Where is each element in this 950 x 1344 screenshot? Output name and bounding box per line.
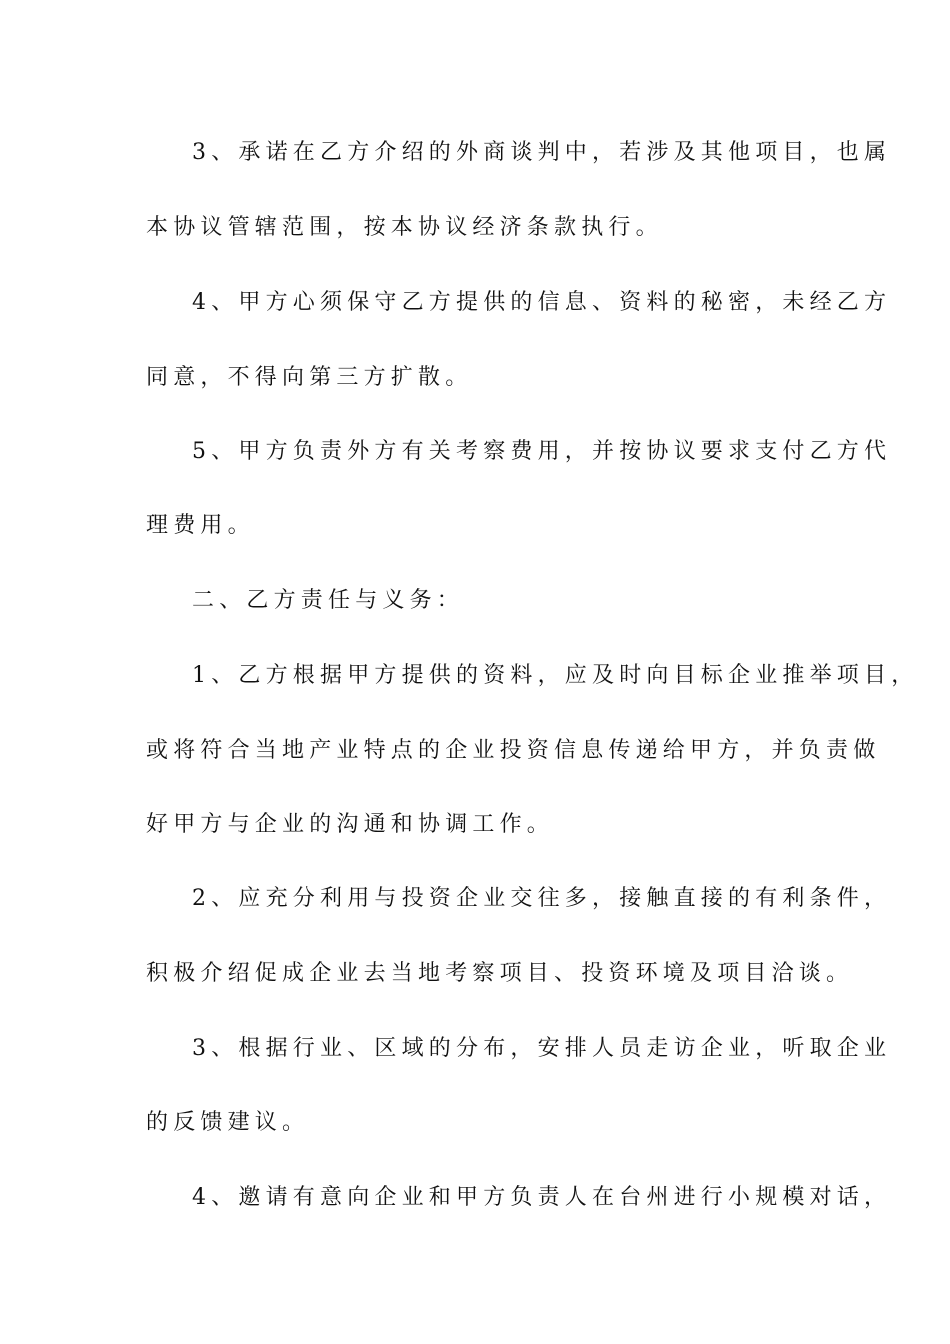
paragraph-line: 或将符合当地产业特点的企业投资信息传递给甲方，并负责做 (146, 738, 881, 763)
paragraph-line: 5、甲方负责外方有关考察费用，并按协议要求支付乙方代 (192, 439, 892, 464)
paragraph-line: 4、邀请有意向企业和甲方负责人在台州进行小规模对话， (192, 1185, 892, 1210)
section-heading: 二、乙方责任与义务： (192, 588, 465, 613)
paragraph-line: 理费用。 (146, 513, 255, 538)
paragraph-line: 好甲方与企业的沟通和协调工作。 (146, 812, 555, 837)
paragraph-line: 同意，不得向第三方扩散。 (146, 365, 473, 390)
paragraph-line: 2、应充分利用与投资企业交往多，接触直接的有利条件， (192, 886, 892, 911)
paragraph-line: 本协议管辖范围，按本协议经济条款执行。 (146, 215, 663, 240)
paragraph-line: 的反馈建议。 (146, 1110, 310, 1135)
paragraph-line: 积极介绍促成企业去当地考察项目、投资环境及项目洽谈。 (146, 961, 854, 986)
paragraph-line: 4、甲方心须保守乙方提供的信息、资料的秘密，未经乙方 (192, 290, 892, 315)
paragraph-line: 3、承诺在乙方介绍的外商谈判中，若涉及其他项目，也属 (192, 140, 892, 165)
paragraph-line: 1、乙方根据甲方提供的资料，应及时向目标企业推举项目， (192, 663, 919, 688)
paragraph-line: 3、根据行业、区域的分布，安排人员走访企业，听取企业 (192, 1036, 892, 1061)
